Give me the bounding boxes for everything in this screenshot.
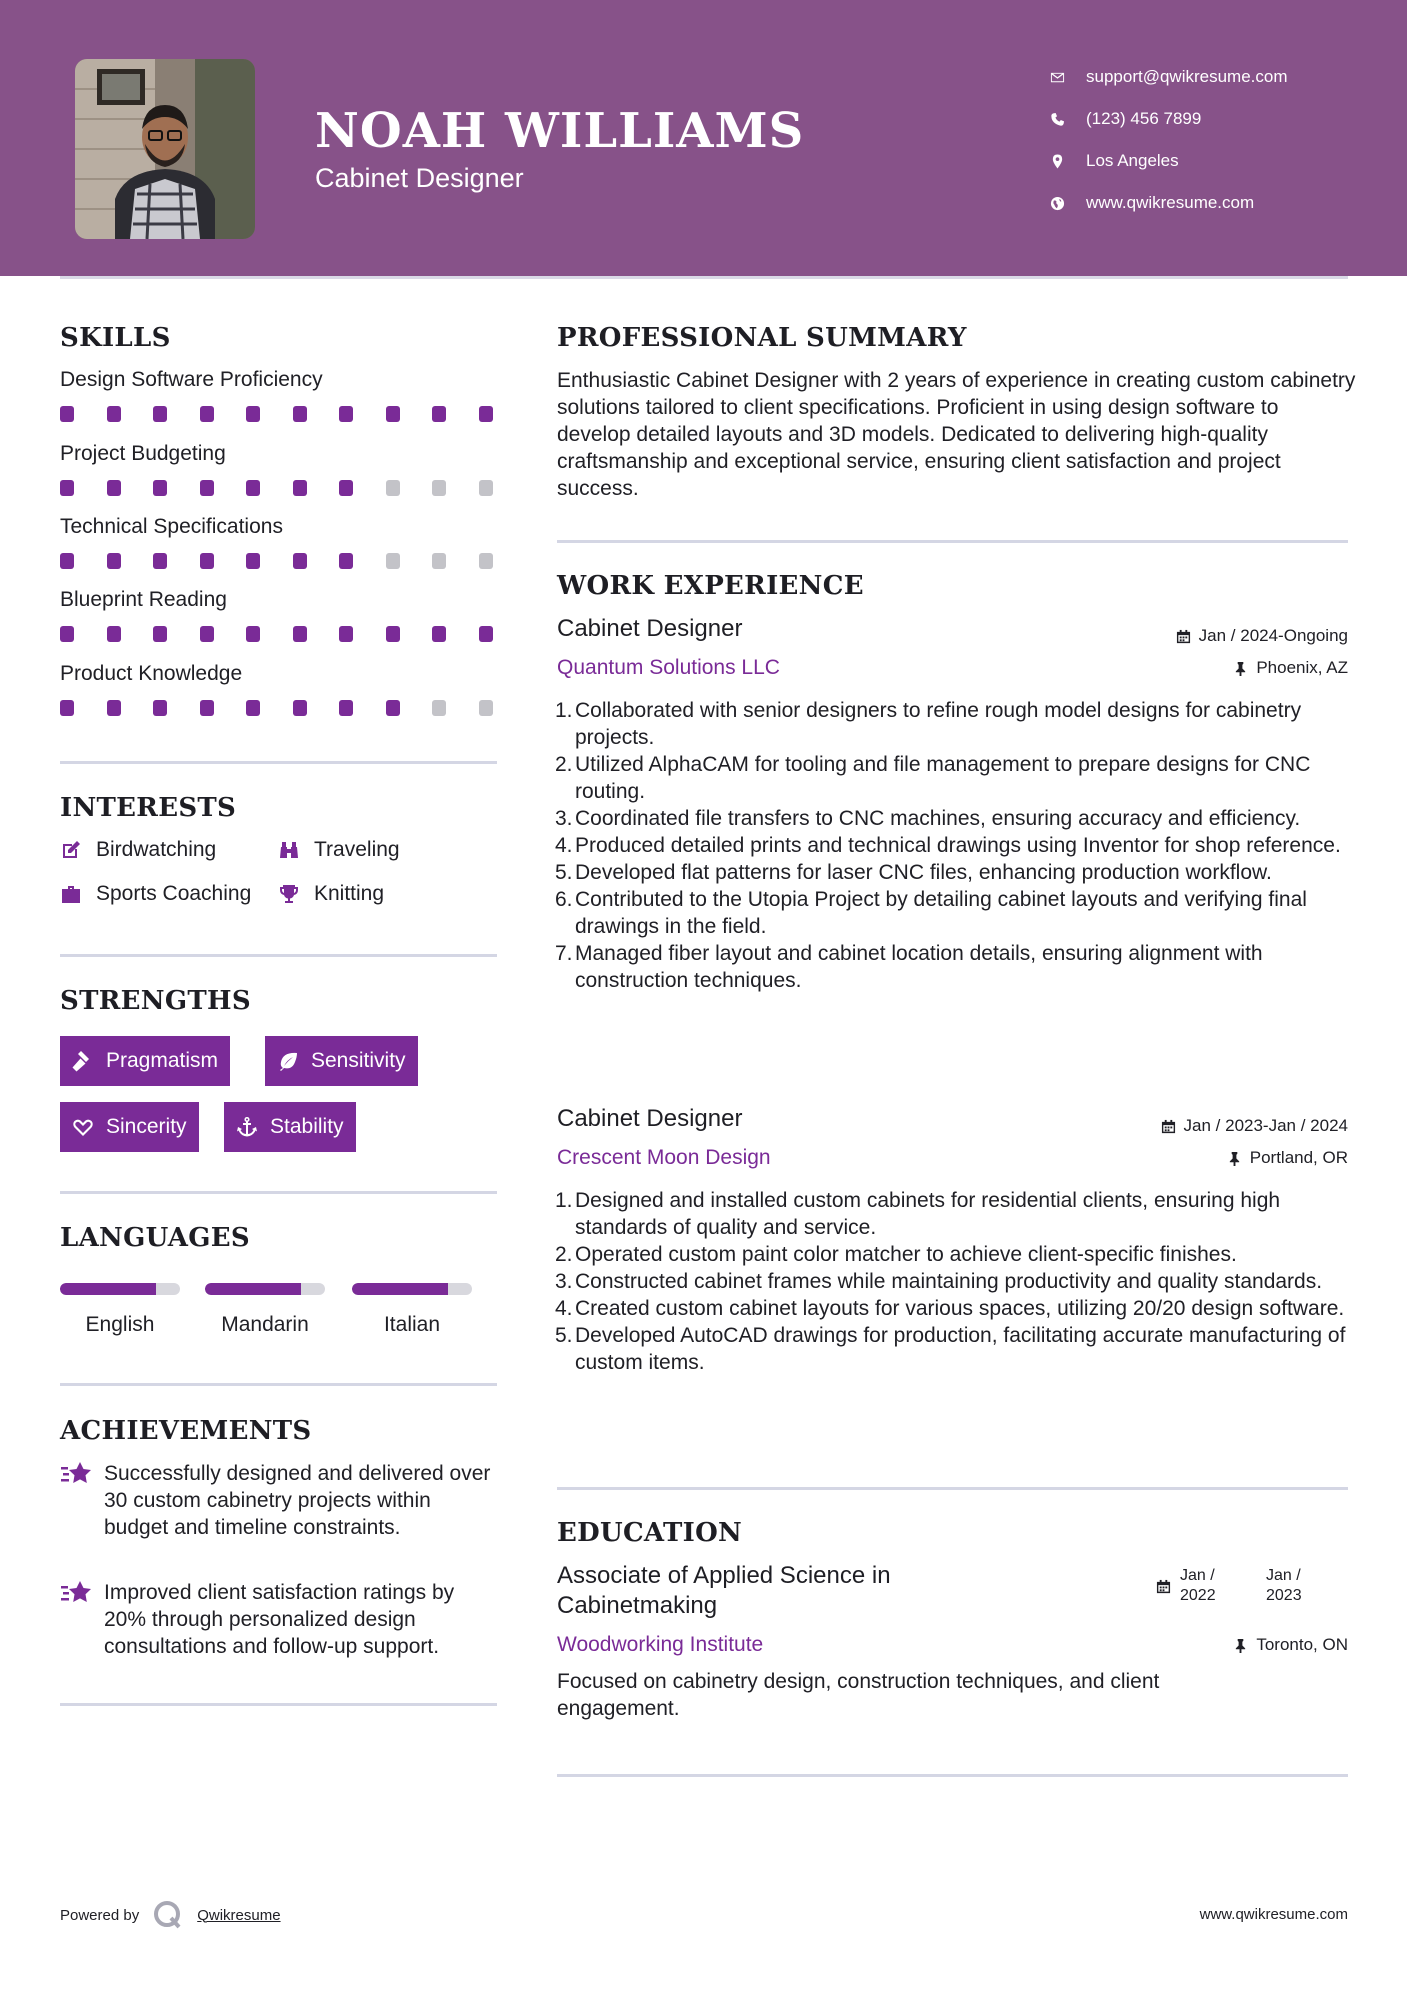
skill-dot-filled <box>153 553 167 569</box>
education-title: EDUCATION <box>557 1518 743 1548</box>
education-start-month: Jan / <box>1180 1567 1215 1584</box>
skill-dot-filled <box>246 553 260 569</box>
skill-dot-filled <box>293 406 307 422</box>
strength-label: Stability <box>270 1115 344 1138</box>
achievement-item <box>60 1579 500 1660</box>
job-title: Cabinet Designer <box>557 615 743 642</box>
language-level-bar <box>352 1283 472 1295</box>
skill-dot-filled <box>386 700 400 716</box>
briefcase-icon <box>60 883 82 905</box>
bullet-number: 5. <box>555 861 573 884</box>
skill-dot-empty <box>432 553 446 569</box>
skill-dot-filled <box>107 406 121 422</box>
skill-dot-filled <box>153 700 167 716</box>
skill-label: Blueprint Reading <box>60 588 227 611</box>
strength-tag <box>60 1102 199 1152</box>
skill-dot-empty <box>432 700 446 716</box>
contact-location-text: Los Angeles <box>1086 151 1179 170</box>
skill-dot-filled <box>153 626 167 642</box>
education-end-month: Jan / <box>1266 1567 1301 1584</box>
job-bullet <box>557 886 1347 940</box>
footer-url[interactable]: www.qwikresume.com <box>1199 1906 1348 1923</box>
candidate-name: NOAH WILLIAMS <box>315 103 805 159</box>
language-label: Italian <box>383 1313 441 1336</box>
job-date-text: Jan / 2023-Jan / 2024 <box>1183 1116 1348 1135</box>
globe-icon <box>1050 196 1086 211</box>
skill-label: Product Knowledge <box>60 662 243 685</box>
job-bullet <box>557 940 1347 994</box>
skills-title: SKILLS <box>60 323 171 353</box>
job-location-text: Phoenix, AZ <box>1256 658 1348 677</box>
education-end-year: 2023 <box>1266 1587 1302 1604</box>
interest-item <box>278 838 400 862</box>
trophy-icon <box>278 883 300 905</box>
skill-dot-filled <box>60 406 74 422</box>
job-date <box>1176 626 1348 646</box>
skill-dot-filled <box>107 700 121 716</box>
interest-label: Traveling <box>314 838 400 861</box>
calendar-icon <box>1156 1579 1171 1594</box>
bullet-number: 4. <box>555 834 573 857</box>
skill-dot-filled <box>386 626 400 642</box>
achievement-text: Successfully designed and delivered over 30 custom cabinetry projects within budget and timeline constraints. <box>104 1462 491 1539</box>
contact-location <box>1050 140 1288 182</box>
job-title: Cabinet Designer <box>557 1105 743 1132</box>
job-bullet <box>557 1241 1347 1268</box>
skill-dot-filled <box>432 626 446 642</box>
interest-label: Birdwatching <box>96 838 217 861</box>
achievement-text: Improved client satisfaction ratings by 20% through personalized design consultations and follow-up support. <box>104 1581 455 1658</box>
skill-dot-empty <box>432 480 446 496</box>
skill-dot-filled <box>293 553 307 569</box>
job-bullet <box>557 1295 1347 1322</box>
profile-photo <box>75 59 255 239</box>
star-award-icon <box>60 1460 94 1488</box>
company-name: Crescent Moon Design <box>557 1146 771 1169</box>
job-bullet <box>557 751 1347 805</box>
skill-rating <box>60 626 497 642</box>
bullet-number: 1. <box>555 1189 573 1212</box>
brand-link[interactable]: Qwikresume <box>197 1906 281 1924</box>
strengths-title: STRENGTHS <box>60 986 251 1016</box>
strength-label: Sensitivity <box>311 1049 406 1072</box>
skill-dot-filled <box>293 480 307 496</box>
skill-dot-filled <box>293 626 307 642</box>
strength-label: Pragmatism <box>106 1049 219 1072</box>
skill-dot-filled <box>479 626 493 642</box>
bullet-text: Managed fiber layout and cabinet location details, ensuring alignment with construction techniques. <box>575 942 1263 992</box>
skill-rating <box>60 480 497 496</box>
section-divider <box>60 1191 497 1194</box>
bullet-text: Produced detailed prints and technical drawings using Inventor for shop reference. <box>575 834 1341 857</box>
skill-dot-empty <box>479 700 493 716</box>
contact-email-text: support@qwikresume.com <box>1086 67 1288 86</box>
summary-text: Enthusiastic Cabinet Designer with 2 years of experience in creating custom cabinetry solutions tailored to client specifications. Proficient in using design software to develop detailed layouts and 3D models. Dedicated to delivering high-quality craftsmanship and exceptional service, ensuring client satisfaction and project success. <box>557 369 1356 500</box>
language-level-fill <box>205 1283 301 1295</box>
job-bullet <box>557 1322 1347 1376</box>
skill-dot-filled <box>339 553 353 569</box>
bullet-text: Developed flat patterns for laser CNC files, enhancing production workflow. <box>575 861 1272 884</box>
job-date <box>1161 1116 1348 1136</box>
skill-dot-filled <box>200 553 214 569</box>
skill-dot-filled <box>60 700 74 716</box>
envelope-icon <box>1050 70 1086 85</box>
job-bullets <box>557 697 1347 994</box>
languages-title: LANGUAGES <box>60 1223 250 1253</box>
strength-tag <box>224 1102 356 1152</box>
location-pin-icon <box>1050 154 1086 169</box>
interest-label: Sports Coaching <box>96 882 252 905</box>
skill-dot-filled <box>200 700 214 716</box>
bullet-number: 7. <box>555 942 573 965</box>
skill-dot-filled <box>153 406 167 422</box>
job-bullet <box>557 697 1347 751</box>
company-name: Quantum Solutions LLC <box>557 656 780 679</box>
binoculars-icon <box>278 839 300 861</box>
job-bullet <box>557 1187 1347 1241</box>
bullet-number: 6. <box>555 888 573 911</box>
resume-header <box>0 0 1407 276</box>
calendar-icon <box>1161 1119 1176 1134</box>
language-level-bar <box>205 1283 325 1295</box>
interest-item <box>60 882 251 906</box>
skill-dot-filled <box>200 480 214 496</box>
skill-dot-filled <box>339 480 353 496</box>
bullet-number: 1. <box>555 699 573 722</box>
school-name: Woodworking Institute <box>557 1633 764 1656</box>
section-divider <box>60 954 497 957</box>
candidate-role: Cabinet Designer <box>315 163 524 193</box>
skill-dot-filled <box>60 480 74 496</box>
leaf-icon <box>277 1050 299 1072</box>
section-divider <box>557 1774 1348 1777</box>
bullet-text: Utilized AlphaCAM for tooling and file management to prepare designs for CNC routing. <box>575 753 1311 803</box>
skill-dot-filled <box>60 553 74 569</box>
job-bullet <box>557 859 1347 886</box>
language-level-bar <box>60 1283 180 1295</box>
language-label: English <box>85 1313 155 1336</box>
skill-dot-empty <box>479 480 493 496</box>
job-bullet <box>557 832 1347 859</box>
interest-item <box>278 882 384 906</box>
skill-dot-filled <box>200 626 214 642</box>
phone-icon <box>1050 112 1086 127</box>
achievements-title: ACHIEVEMENTS <box>60 1416 312 1446</box>
language-level-fill <box>60 1283 156 1295</box>
contact-phone[interactable] <box>1050 98 1288 140</box>
bullet-text: Developed AutoCAD drawings for production, facilitating accurate manufacturing of custom items. <box>575 1324 1346 1374</box>
skill-dot-filled <box>107 626 121 642</box>
interests-title: INTERESTS <box>60 793 237 823</box>
language-level-fill <box>352 1283 448 1295</box>
skill-dot-filled <box>60 626 74 642</box>
skill-dot-empty <box>386 480 400 496</box>
contact-website-text: www.qwikresume.com <box>1086 193 1255 212</box>
bullet-number: 4. <box>555 1297 573 1320</box>
bullet-text: Created custom cabinet layouts for various spaces, utilizing 20/20 design software. <box>575 1297 1345 1320</box>
skill-dot-filled <box>479 406 493 422</box>
footer-powered-by <box>60 1900 281 1930</box>
education-location-text: Toronto, ON <box>1256 1635 1348 1654</box>
section-divider <box>557 540 1348 543</box>
heart-icon <box>72 1116 94 1138</box>
summary-title: PROFESSIONAL SUMMARY <box>557 323 967 353</box>
experience-title: WORK EXPERIENCE <box>557 571 864 601</box>
skill-rating <box>60 406 497 422</box>
skill-dot-filled <box>200 406 214 422</box>
skill-dot-filled <box>339 700 353 716</box>
bullet-number: 2. <box>555 1243 573 1266</box>
section-divider <box>60 1383 497 1386</box>
skill-rating <box>60 553 497 569</box>
section-divider <box>557 1487 1348 1490</box>
job-date-text: Jan / 2024-Ongoing <box>1198 626 1348 645</box>
strength-tag <box>265 1036 418 1086</box>
job-location <box>1227 1148 1348 1168</box>
skill-rating <box>60 700 497 716</box>
degree-title-line1: Associate of Applied Science in <box>557 1562 891 1589</box>
contact-list <box>1050 56 1288 224</box>
bullet-text: Constructed cabinet frames while maintaining productivity and quality standards. <box>575 1270 1323 1293</box>
calendar-icon <box>1176 629 1191 644</box>
skill-dot-filled <box>246 626 260 642</box>
contact-phone-text: (123) 456 7899 <box>1086 109 1202 128</box>
anchor-icon <box>236 1116 258 1138</box>
degree-title-line2: Cabinetmaking <box>557 1592 718 1619</box>
bullet-number: 2. <box>555 753 573 776</box>
strength-tag <box>60 1036 230 1086</box>
pushpin-icon <box>1233 1638 1248 1653</box>
education-location <box>1233 1635 1348 1655</box>
skill-dot-filled <box>339 626 353 642</box>
pushpin-icon <box>1227 1151 1242 1166</box>
section-divider <box>60 1703 497 1706</box>
skill-dot-filled <box>107 480 121 496</box>
job-bullet <box>557 1268 1347 1295</box>
job-location-text: Portland, OR <box>1249 1148 1348 1167</box>
contact-website[interactable] <box>1050 182 1288 224</box>
skill-dot-filled <box>246 406 260 422</box>
skill-dot-filled <box>339 406 353 422</box>
education-description: Focused on cabinetry design, construction techniques, and client engagement. <box>557 1670 1160 1720</box>
skill-label: Project Budgeting <box>60 442 226 465</box>
skill-dot-empty <box>386 553 400 569</box>
edit-icon <box>60 839 82 861</box>
strength-label: Sincerity <box>106 1115 187 1138</box>
interest-label: Knitting <box>314 882 385 905</box>
skill-dot-filled <box>246 480 260 496</box>
job-bullets <box>557 1187 1347 1376</box>
bullet-text: Contributed to the Utopia Project by detailing cabinet layouts and verifying final drawings in the field. <box>575 888 1307 938</box>
skill-dot-empty <box>479 553 493 569</box>
bullet-number: 3. <box>555 807 573 830</box>
bullet-text: Collaborated with senior designers to refine rough model designs for cabinetry projects. <box>575 699 1302 749</box>
skill-dot-filled <box>386 406 400 422</box>
bullet-number: 3. <box>555 1270 573 1293</box>
job-location <box>1233 658 1348 678</box>
pushpin-icon <box>1233 661 1248 676</box>
contact-email[interactable] <box>1050 56 1288 98</box>
powered-by-text: Powered by <box>60 1906 140 1924</box>
section-divider <box>60 761 497 764</box>
skill-label: Design Software Proficiency <box>60 368 323 391</box>
job-bullet <box>557 805 1347 832</box>
skill-dot-filled <box>107 553 121 569</box>
skill-dot-filled <box>432 406 446 422</box>
star-award-icon <box>60 1579 94 1607</box>
profile-photo-image <box>75 59 255 239</box>
bullet-number: 5. <box>555 1324 573 1347</box>
skill-dot-filled <box>246 700 260 716</box>
language-label: Mandarin <box>221 1313 309 1336</box>
education-start-year: 2022 <box>1180 1587 1216 1604</box>
gavel-icon <box>72 1050 94 1072</box>
qwikresume-logo-icon <box>153 1900 183 1930</box>
header-divider <box>60 276 1348 279</box>
bullet-text: Coordinated file transfers to CNC machines, ensuring accuracy and efficiency. <box>575 807 1301 830</box>
achievement-item <box>60 1460 500 1541</box>
skill-label: Technical Specifications <box>60 515 283 538</box>
interest-item <box>60 838 216 862</box>
bullet-text: Designed and installed custom cabinets for residential clients, ensuring high standards of quality and service. <box>575 1189 1281 1239</box>
bullet-text: Operated custom paint color matcher to achieve client-specific finishes. <box>575 1243 1237 1266</box>
skill-dot-filled <box>293 700 307 716</box>
skill-dot-filled <box>153 480 167 496</box>
